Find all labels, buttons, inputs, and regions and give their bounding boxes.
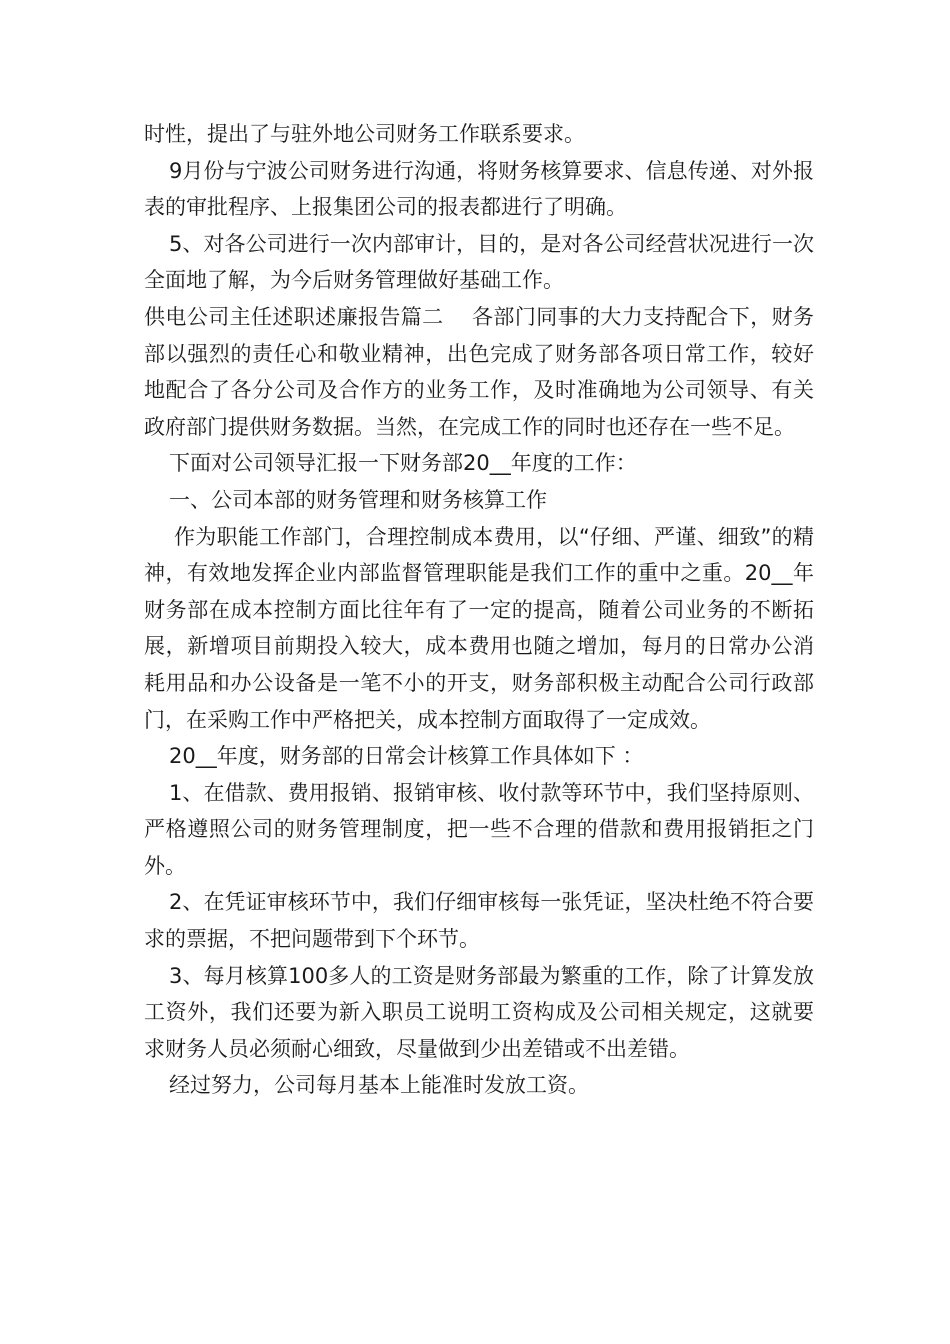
document-body	[144, 116, 814, 1104]
paragraph: 经过努力，公司每月基本上能准时发放工资。	[169, 1073, 589, 1098]
list-item: 2、在凭证审核环节中，我们仔细审核每一张凭证，坚决杜绝不符合要求的票据，不把问题带到下个环节。	[144, 890, 814, 952]
paragraph: 9月份与宁波公司财务进行沟通，将财务核算要求、信息传递、对外报表的审批程序、上报集团公司的报表都进行了明确。	[144, 158, 814, 220]
paragraph: 供电公司主任述职述廉报告篇二 各部门同事的大力支持配合下，财务部以强烈的责任心和敬业精神，出色完成了财务部各项日常工作，较好地配合了各分公司及合作方的业务工作，及时准确地为公司领导、有关政府部门提供财务数据。当然，在完成工作的同时也还存在一些不足。	[144, 304, 814, 439]
paragraph: 20__年度，财务部的日常会计核算工作具体如下 ：	[169, 744, 644, 769]
paragraph: 下面对公司领导汇报一下财务部20__年度的工作：	[169, 451, 637, 476]
section-heading: 一、公司本部的财务管理和财务核算工作	[169, 487, 547, 512]
list-item: 1、在借款、费用报销、报销审核、收付款等环节中，我们坚持原则、严格遵照公司的财务管理制度，把一些不合理的借款和费用报销拒之门外。	[144, 780, 814, 878]
paragraph: 时性，提出了与驻外地公司财务工作联系要求。	[144, 122, 585, 146]
paragraph: 作为职能工作部门，合理控制成本费用，以“仔细、严谨、细致”的精神，有效地发挥企业内部监督管理职能是我们工作的重中之重。20__年财务部在成本控制方面比往年有了一定的提高，随着公司业务的不断拓展，新增项目前期投入较大，成本费用也随之增加，每月的日常办公消耗用品和办公设备是一笔不小的开支，财务部积极主动配合公司行政部门，在采购工作中严格把关，成本控制方面取得了一定成效。	[144, 524, 814, 732]
paragraph: 5、对各公司进行一次内部审计，目的，是对各公司经营状况进行一次全面地了解，为今后财务管理做好基础工作。	[144, 231, 814, 293]
list-item: 3、每月核算100多人的工资是财务部最为繁重的工作，除了计算发放工资外，我们还要为新入职员工说明工资构成及公司相关规定，这就要求财务人员必须耐心细致，尽量做到少出差错或不出差错。	[144, 963, 814, 1061]
